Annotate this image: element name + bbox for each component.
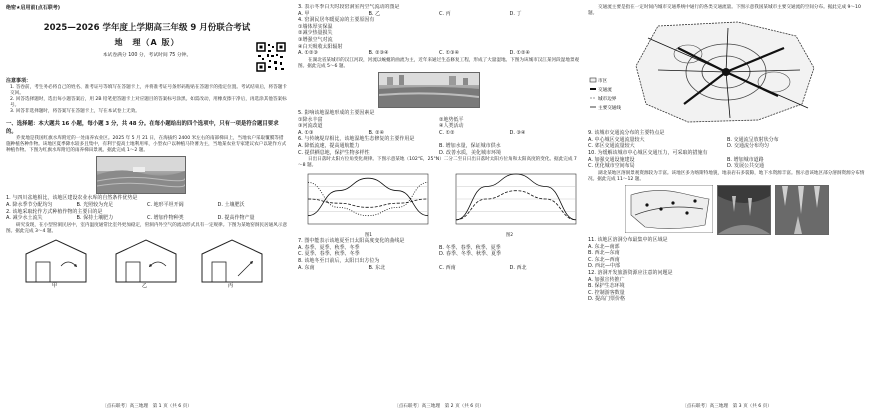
q4-item: ②减少热量损失 [298, 30, 333, 37]
q4-option: B. ②③④ [368, 50, 389, 57]
q8-option: C. 西南 [439, 264, 456, 271]
q12-option: D. 提高门票价格 [588, 296, 626, 303]
house-label: 甲 [52, 282, 58, 288]
passage-4: 日出日落时太阳方位角变化规律。下图示意某地（102°E，25°N）二分二至日日出日落时太阳方位角和太阳高度的变化。据此完成 7～8 题。 [298, 157, 577, 169]
q9-options [588, 137, 866, 150]
q2-option: A. 减少水土流失 [6, 215, 43, 222]
note-item: 3. 回答非选择题时，将答案写在答题卡上，写在本试卷上无效。 [10, 108, 140, 114]
chart-series-line [308, 178, 428, 216]
page-footer: 〔点石联考〕高三地理 第 2 页（共 6 页） [394, 404, 484, 409]
q4-item: ④白天吸收太阳辐射 [298, 43, 343, 50]
score-note: 本试卷满分 100 分，考试时间 75 分钟。 [102, 53, 192, 58]
q11-stem: 11. 该地区溶洞分布最集中的区域是 [588, 236, 668, 243]
terrace-landscape-icon [97, 157, 185, 193]
legend-label: 市区 [598, 79, 608, 85]
q1-option: C. 地形平坦开阔 [147, 201, 184, 208]
map-legend [590, 77, 621, 111]
q1-option: A. 降水季节分配均匀 [6, 201, 53, 208]
q6-option: B. 增加水量，保证城市供水 [439, 142, 501, 149]
q7-option: C. 夏季、春季、秋季、冬季 [298, 251, 360, 258]
q5-option: C. ①② [439, 129, 455, 136]
secret-mark: 绝密★启用前(点石联考) [6, 5, 61, 11]
passage-6: 湖北某地区溶洞景观资源较为丰富。该地区多为喀斯特地貌，地表岩石多裂隙，地下水资源丰富。图示意该地区部分溶洞资源分布情况。据此完成 11～12 题。 [588, 170, 865, 182]
q7-option: A. 春季、夏季、秋季、冬季 [298, 244, 360, 251]
q3-option: D. 丁 [509, 10, 522, 17]
wetland-landscape-icon [379, 73, 479, 107]
q5-items [298, 117, 580, 130]
house-diagram-bing [202, 240, 262, 288]
q9-option: A. 中心城区交通流量较大 [588, 136, 645, 143]
sun-charts [298, 170, 580, 232]
q7-options [298, 245, 580, 258]
passage-1: 乔麦地是我国红旗水库附近的一处雨养农业区。2025 年 5 月 21 日，在海拔约 2400 米左右的南部梯田上，当地农户采取覆膜等措施种植各种作物。该地区夏季降水较多且集中，有利于提高土地利用率，小型农户以种植马铃薯为主，当地某农业专家建议农户以轮作方式种植作物。下图为红旗水库附近的雨养梯田景观。据此完成 1～2 题。 [6, 136, 287, 154]
q4-item: ③增强空气对流 [298, 36, 333, 43]
legend-label: 城市边界 [598, 97, 617, 103]
q5-stem: 5. 影响该地湿地形成的主要因素是 [298, 109, 375, 116]
q12-stem: 12. 溶洞开发旅游资源应注意的问题是 [588, 269, 673, 276]
legend-label: 主要交通线 [598, 106, 621, 112]
section-heading: 一、选择题：本大题共 16 小题，每小题 3 分，共 48 分。在每小题给出的四个选项中，只有一项是符合题目要求的。 [6, 121, 279, 136]
q7-option: B. 冬季、春季、秋季、夏季 [439, 244, 501, 251]
cave-interior-icon [718, 186, 770, 234]
column-page-1 [6, 4, 288, 409]
q2-options [6, 215, 288, 222]
q10-options [588, 157, 866, 170]
passage-2: 研究发现，在小型窑洞民居中，室内温度通常比室外更加稳定，窑洞内外空气的流动形式具有一定规律。下图为某地窑洞民居通风示意图。据此完成 3～4 题。 [6, 222, 288, 234]
q8-stem: 8. 该地冬至日前后，太阳日出方位为 [298, 258, 380, 265]
q5-item: ④人类活动 [439, 123, 464, 130]
notes-title: 注意事项： [6, 78, 32, 84]
q5-option: A. ①③ [298, 129, 314, 136]
q11-option: A. 东北—南部 [588, 243, 620, 250]
q6-option: D. 改善水质，美化城市环境 [439, 149, 502, 156]
q6-option: A. 降低流速，提高通航能力 [298, 142, 360, 149]
q4-option: C. ①③④ [439, 50, 460, 57]
q2-option: B. 保持土壤肥力 [76, 215, 114, 222]
q3-option: C. 丙 [439, 10, 451, 17]
q9-option: D. 交通流分布均匀 [727, 143, 770, 150]
q5-item: ①降水丰富 [298, 116, 323, 123]
column-page-2 [298, 4, 580, 409]
passage-5: 交通流主要是指在一定时间内城市交通系统中通行的各类交通流量。下图示意我国某城市主要交通流的空间分布。据此完成 9～10 题。 [588, 5, 861, 17]
q8-option: A. 东南 [298, 264, 315, 271]
q11-option: B. 西北—东南 [588, 250, 620, 257]
q11-option: D. 西北—中部 [588, 263, 621, 270]
q4-items [298, 24, 580, 50]
q12-option: A. 加强宣传推广 [588, 276, 625, 283]
q12-option: C. 控制游客数量 [588, 289, 625, 296]
q4-option: D. ①②④ [509, 50, 530, 57]
chart-series-line [456, 174, 576, 220]
q3-stem: 3. 表示冬季白天时段窑洞室内空气流动的图是 [298, 4, 400, 10]
wetland-photo [378, 72, 480, 108]
cave-photo-2 [775, 185, 829, 235]
q9-option: B. 交通流呈放射状分布 [727, 136, 779, 143]
q1-option: D. 土壤肥沃 [217, 201, 245, 208]
house-diagram-jia [26, 240, 86, 288]
q10-stem: 10. 为缓解该城市中心城区交通压力，可采取的措施有 [588, 149, 708, 156]
q11-options [588, 244, 866, 270]
passage-3: 在湖北省某城市的汉江河段，河流以蜿蜒的曲流为主，近年来通过生态修复工程，形成了大量湿地。下图为该城市汉江某河段湿地景观图。据此完成 5～6 题。 [298, 57, 580, 69]
q6-option: C. 提供栖息地，保护生物多样性 [298, 149, 370, 156]
q10-option: A. 加强交通设施建设 [588, 156, 635, 163]
q4-stem: 4. 窑洞民居冬暖夏凉的主要原因有 [298, 17, 375, 24]
q8-option: D. 西北 [509, 264, 527, 271]
q1-options [6, 202, 288, 209]
note-item: 1. 答卷前，考生务必将自己的姓名、准考证号等填写在答题卡上，并将准考证号条形码粘贴在答题卡的指定位置。考试结束后，将答题卡交回。 [10, 84, 287, 96]
q2-option: C. 增加作物种类 [147, 215, 184, 222]
cave-photo [717, 185, 771, 235]
q5-option: D. ③④ [509, 129, 526, 136]
q2-option: D. 提高作物产量 [217, 215, 255, 222]
terrace-photo [96, 156, 186, 194]
legend-label: 交通流 [598, 88, 612, 94]
q6-stem: 6. 与传统堤岸相比，该地湿地生态修复的主要作用是 [298, 136, 415, 143]
q5-item: ②地势低平 [439, 116, 464, 123]
q5-option: B. ②④ [368, 129, 385, 136]
q2-stem: 2. 该地采取轮作方式种植作物的主要目的是 [6, 208, 103, 215]
q4-option: A. ①②③ [298, 50, 318, 57]
q8-options [298, 265, 580, 272]
q10-option: C. 优化城市空间布局 [588, 163, 635, 170]
sun-chart-right [446, 170, 580, 232]
qr-code-icon [256, 42, 286, 72]
cave-distribution-map [625, 185, 713, 233]
exam-title: 2025—2026 学年度上学期高三年级 9 月份联合考试 [43, 23, 251, 33]
q4-options [298, 50, 580, 57]
q9-option: C. 郊区交通流量较大 [588, 143, 635, 150]
cave-house-diagrams [6, 236, 288, 288]
q5-item: ③河流改道 [298, 123, 323, 130]
q4-item: ①墙体厚实保温 [298, 23, 333, 30]
sun-chart-left [298, 170, 432, 232]
q8-option: B. 东北 [368, 264, 386, 271]
chart-series-line [456, 191, 576, 220]
q9-stem: 9. 该城市交通流分布的主要特点是 [588, 130, 665, 137]
q12-options [588, 277, 866, 303]
house-label: 乙 [142, 282, 148, 288]
q3-option: A. 甲 [298, 10, 310, 17]
q1-option: B. 光照较为充足 [76, 201, 114, 208]
q7-stem: 7. 图中能表示该地夏至日太阳高度变化的曲线是 [298, 238, 405, 245]
q6-options [298, 143, 580, 156]
house-diagram-yi [116, 240, 176, 288]
column-page-3 [588, 4, 866, 409]
page-footer: 〔点石联考〕高三地理 第 3 页（共 6 页） [682, 404, 772, 409]
chart-caption-right: 图2 [505, 233, 514, 239]
q10-option: B. 增加城市道路 [727, 156, 764, 163]
notes-block [6, 78, 288, 115]
q1-stem: 1. 与四川盆地相比，该地区建设农业水库的自然条件优势是 [6, 195, 138, 202]
q11-option: C. 东北—西南 [588, 256, 620, 263]
house-label: 丙 [228, 282, 234, 288]
cave-figures [588, 185, 866, 235]
page-footer: 〔点石联考〕高三地理 第 1 页（共 6 页） [102, 404, 192, 409]
subject-title: 地 理（A 版） [114, 38, 180, 47]
q3-option: B. 乙 [368, 10, 381, 17]
q12-option: B. 保护生态环境 [588, 283, 625, 290]
cave-stalactite-icon [776, 186, 828, 234]
city-traffic-map [588, 18, 866, 126]
note-item: 2. 回答选择题时，选出每小题答案后，用 2B 铅笔把答题卡上对应题目的答案标号涂黑。如需改动，用橡皮擦干净后，再选涂其他答案标号。 [10, 96, 287, 108]
q7-option: D. 春季、冬季、秋季、夏季 [439, 251, 502, 258]
q10-option: D. 发展公共交通 [727, 163, 765, 170]
chart-caption-left: 图1 [364, 233, 373, 239]
